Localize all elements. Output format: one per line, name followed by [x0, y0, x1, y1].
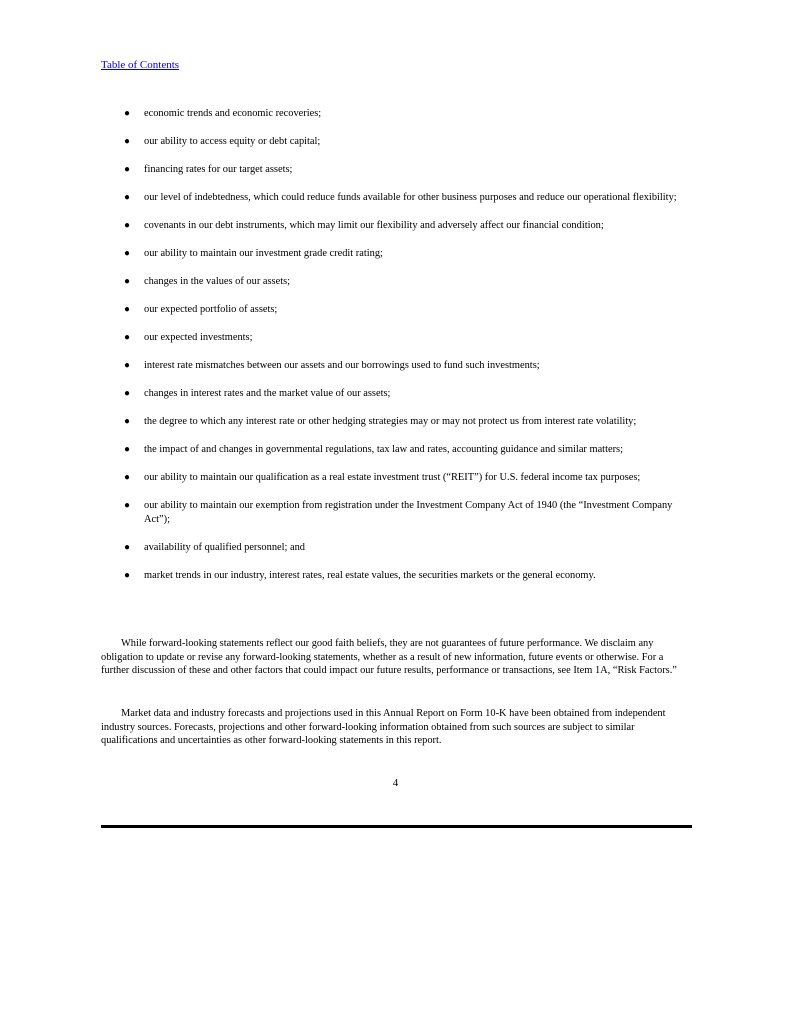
bullet-icon: ●: [124, 416, 131, 427]
bullet-icon: ●: [124, 444, 131, 455]
list-item: [101, 331, 693, 345]
list-item-text: the degree to which any interest rate or other hedging strategies may or may not protect us from interest rate volatility;: [144, 416, 637, 427]
bullet-icon: ●: [124, 388, 131, 399]
bullet-icon: ●: [124, 136, 131, 147]
bullet-icon: ●: [124, 164, 131, 175]
list-item-text: our ability to maintain our qualification as a real estate investment trust (“REIT”) for U.S. federal income tax purposes;: [144, 472, 641, 483]
list-item-text: our expected portfolio of assets;: [144, 304, 278, 315]
list-item: [101, 359, 693, 373]
list-item-text: availability of qualified personnel; and: [144, 541, 306, 553]
list-item: [101, 541, 693, 555]
list-item-text: our ability to maintain our investment grade credit rating;: [144, 248, 383, 259]
list-item-text: covenants in our debt instruments, which may limit our flexibility and adversely affect our financial condition;: [144, 220, 604, 231]
bullet-icon: ●: [124, 192, 131, 203]
list-item: [101, 499, 693, 526]
market-data-paragraph: Market data and industry forecasts and projections used in this Annual Report on Form 10-K have been obtained from independent industry sources. Forecasts, projections and other forward-looking information obtained from such sources are subject to similar qualifications and uncertainties as other forward-looking statements in this report.: [101, 708, 666, 746]
table-of-contents-link[interactable]: Table of Contents: [101, 59, 180, 71]
bullet-icon: ●: [124, 360, 131, 371]
list-item-text: our level of indebtedness, which could reduce funds available for other business purposes and reduce our operational flexibility;: [144, 192, 677, 203]
bullet-icon: ●: [124, 276, 131, 287]
list-item-text: interest rate mismatches between our assets and our borrowings used to fund such investments;: [144, 360, 540, 371]
page-divider: [101, 825, 692, 828]
list-item-text: changes in interest rates and the market value of our assets;: [144, 388, 391, 399]
list-item: [101, 219, 693, 233]
list-item: [101, 247, 693, 261]
bullet-icon: ●: [124, 108, 131, 119]
list-item: [101, 135, 693, 149]
list-item: [101, 275, 693, 289]
bullet-icon: ●: [124, 541, 131, 553]
bullet-icon: ●: [124, 500, 131, 511]
bullet-icon: ●: [124, 220, 131, 231]
list-item-text: financing rates for our target assets;: [144, 164, 293, 175]
risk-factor-bullet-list: [101, 107, 693, 597]
list-item: [101, 387, 693, 401]
list-item-text: our ability to maintain our exemption from registration under the Investment Company Act of 1940 (the “Investment Company Act”);: [144, 500, 673, 525]
list-item-text: our ability to access equity or debt capital;: [144, 136, 321, 147]
list-item-text: our expected investments;: [144, 332, 253, 343]
list-item: [101, 303, 693, 317]
list-item: [101, 191, 693, 205]
bullet-icon: ●: [124, 472, 131, 483]
bullet-icon: ●: [124, 304, 131, 315]
list-item: [101, 471, 693, 485]
list-item-text: economic trends and economic recoveries;: [144, 108, 322, 119]
list-item: [101, 443, 693, 457]
list-item: [101, 163, 693, 177]
bullet-icon: ●: [124, 569, 131, 581]
list-item: [101, 415, 693, 429]
page-number: 4: [392, 777, 399, 789]
list-item: [101, 569, 693, 583]
forward-looking-disclaimer-paragraph: While forward-looking statements reflect our good faith beliefs, they are not guarantees of future performance. We disclaim any obligation to update or revise any forward-looking statements, whether as a result of new information, future events or otherwise. For a further discussion of these and other factors that could impact our future results, performance or transactions, see Item 1A, “Risk Factors.”: [101, 638, 677, 676]
bullet-icon: ●: [124, 248, 131, 259]
list-item-text: the impact of and changes in governmental regulations, tax law and rates, accounting guidance and similar matters;: [144, 444, 623, 455]
list-item-text: market trends in our industry, interest rates, real estate values, the securities markets or the general economy.: [144, 569, 596, 581]
list-item: [101, 107, 693, 121]
bullet-icon: ●: [124, 332, 131, 343]
list-item-text: changes in the values of our assets;: [144, 276, 291, 287]
